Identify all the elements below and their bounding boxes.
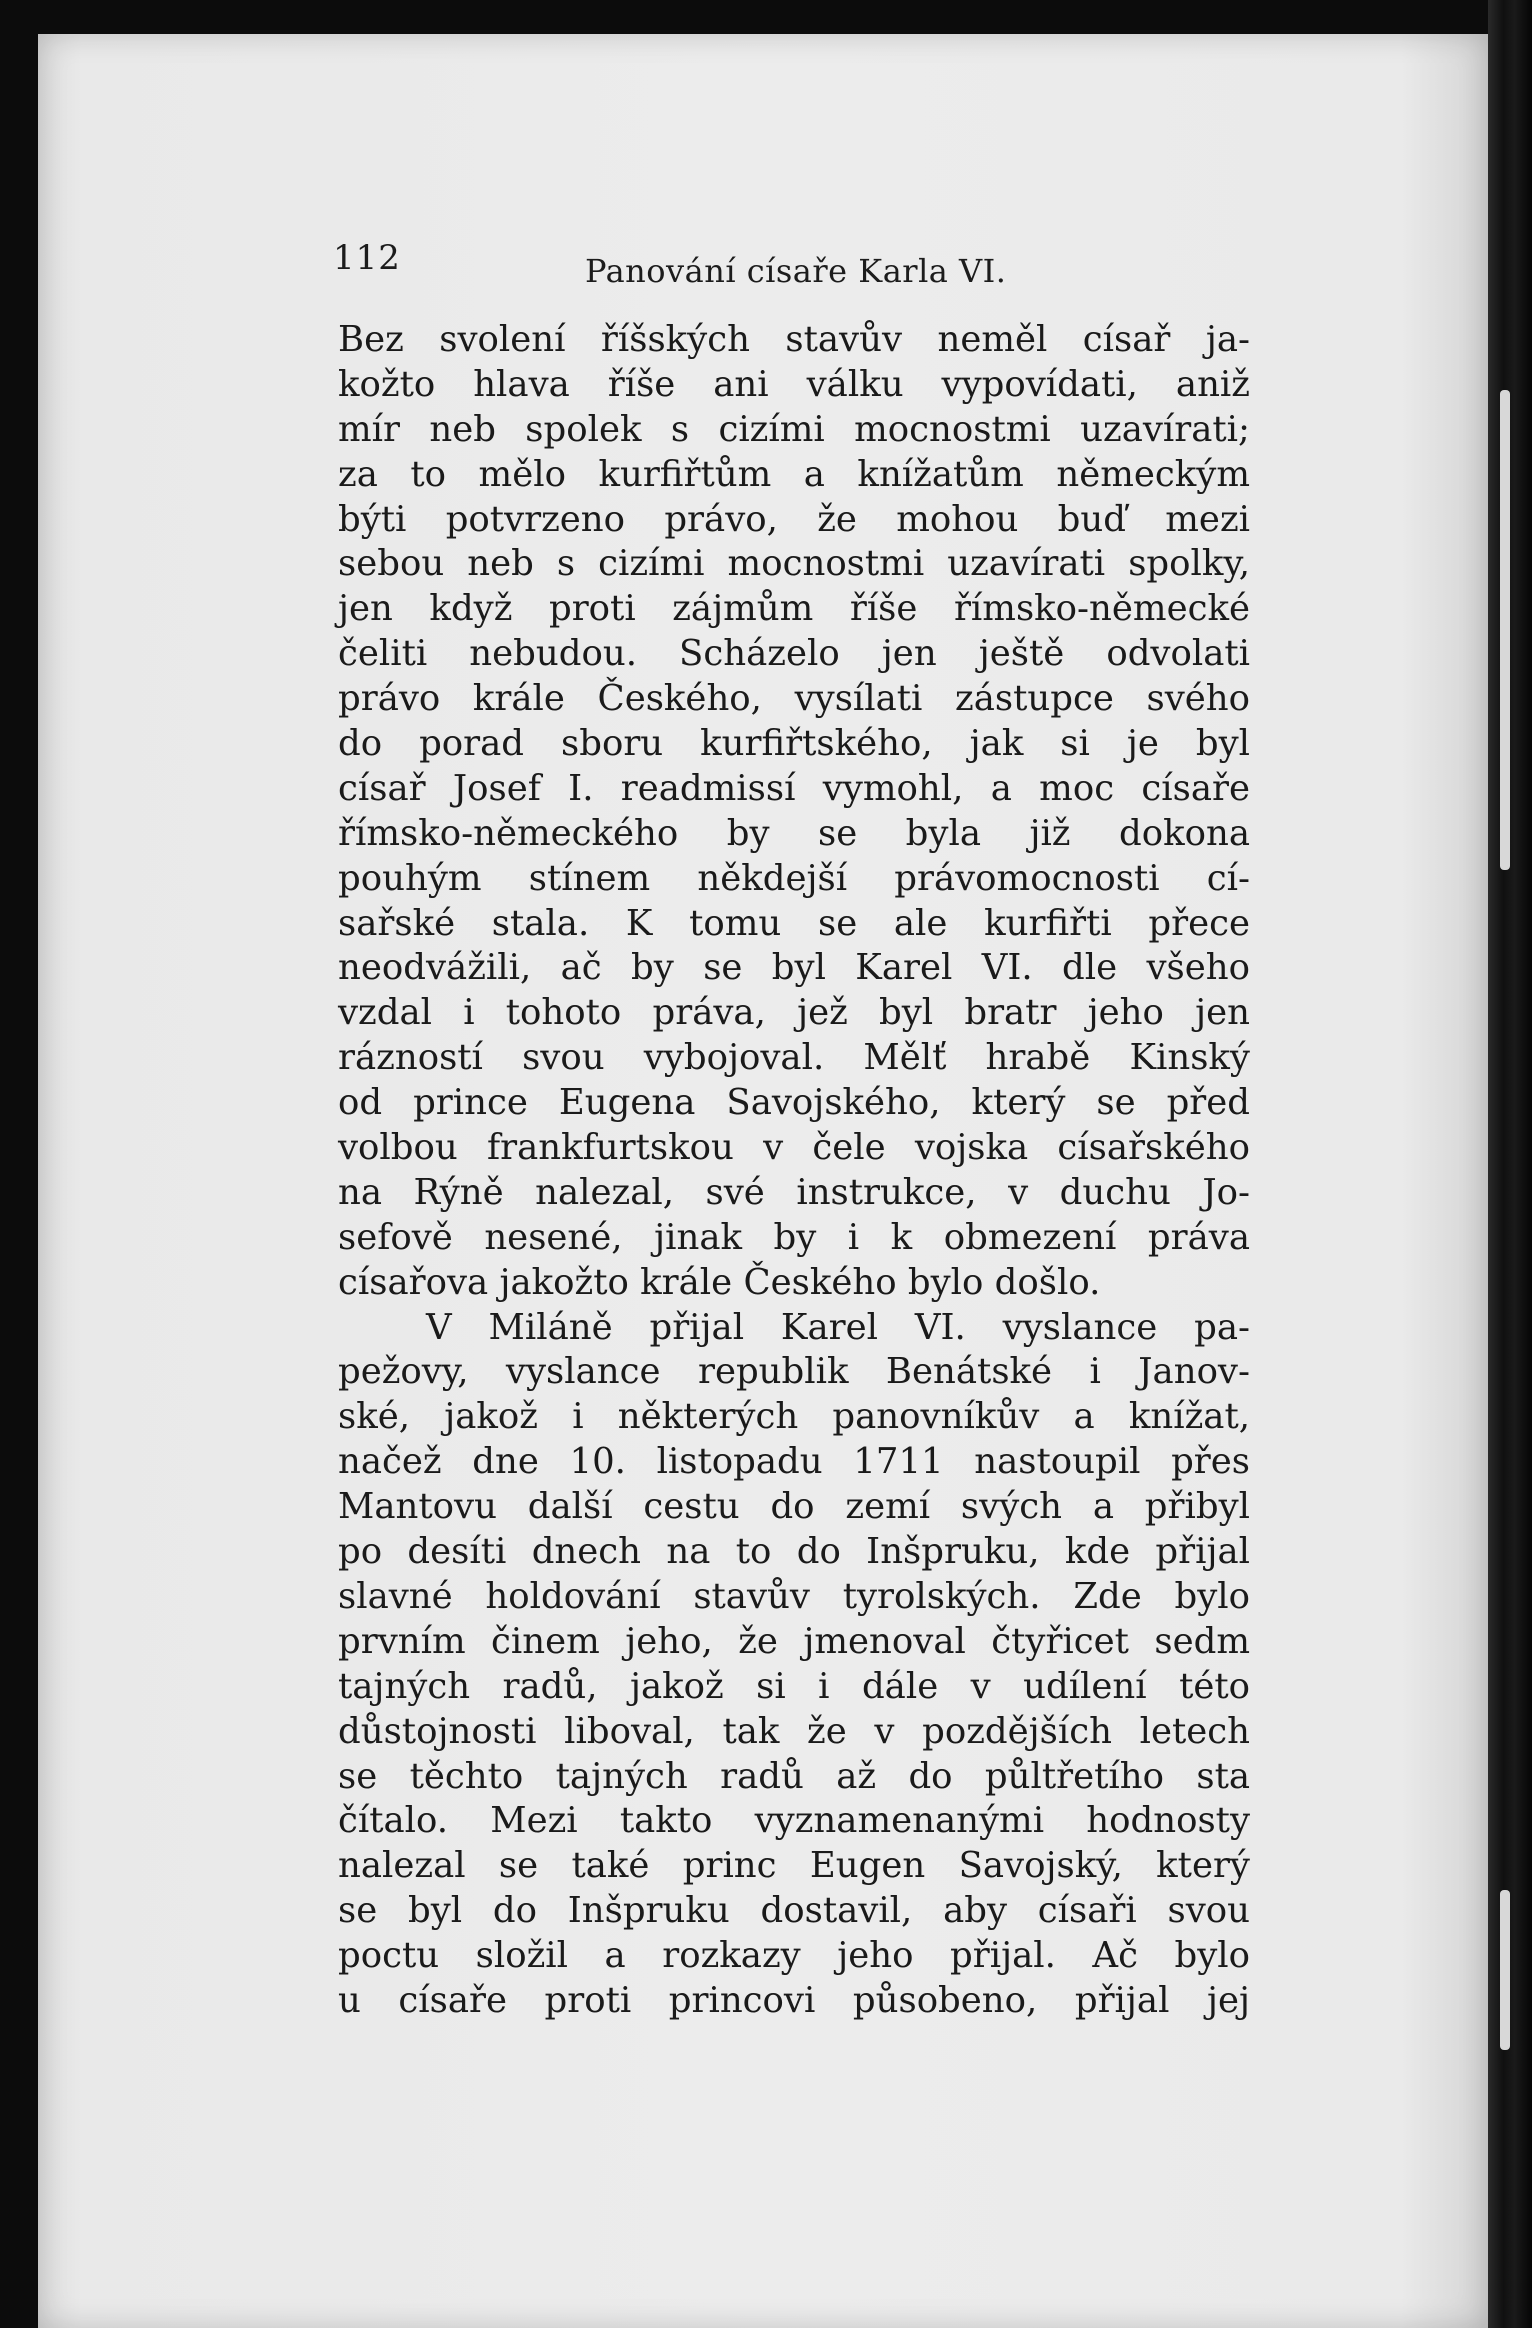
text-line: Bez svolení říšských stavův neměl císař ja- [338,319,1250,360]
body-text [338,318,1250,2024]
text-line: pežovy, vyslance republik Benátské i Janov- [338,1351,1250,1393]
text-line: čítalo. Mezi takto vyznamenanými hodnosty [338,1800,1250,1842]
text-line: vzdal i tohoto práva, jež byl bratr jeho jen [338,992,1250,1034]
text-line: pouhým stínem někdejší právomocnosti cí- [338,857,1250,899]
text-line: Mantovu další cestu do zemí svých a přibyl [338,1486,1250,1528]
text-line: býti potvrzeno právo, že mohou buď mezi [338,498,1250,540]
text-line: načež dne 10. listopadu 1711 nastoupil přes [338,1441,1250,1483]
text-line: volbou frankfurtskou v čele vojska císařského [338,1127,1250,1169]
text-line: císař Josef I. readmissí vymohl, a moc císaře [338,767,1250,809]
text-line: se byl do Inšpruku dostavil, aby císaři svou [338,1890,1250,1932]
paragraph-first-line: V Miláně přijal Karel VI. vyslance pa- [426,1306,1250,1348]
running-title: Panování císaře Karla VI. [585,252,1007,290]
text-line: kožto hlava říše ani válku vypovídati, aniž [338,363,1250,405]
text-line: římsko-německého by se byla již dokona [338,812,1250,854]
text-line: jen když proti zájmům říše římsko-německé [338,588,1250,630]
text-line: slavné holdování stavův tyrolských. Zde bylo [338,1575,1250,1617]
text-line: právo krále Českého, vysílati zástupce svého [338,678,1250,720]
text-line: se těchto tajných radů až do půltřetího sta [338,1755,1250,1797]
scan-edge-highlight [1500,390,1510,870]
text-line: tajných radů, jakož si i dále v udílení této [338,1665,1250,1707]
page-header [333,238,1263,298]
text-line: poctu složil a rozkazy jeho přijal. Ač bylo [338,1935,1250,1977]
text-line: sebou neb s cizími mocnostmi uzavírati spolky, [338,543,1250,585]
scan-edge-highlight [1500,1890,1510,2050]
text-line: od prince Eugena Savojského, který se před [338,1082,1250,1124]
scan-edge [1488,0,1532,2328]
page-number: 112 [333,238,401,278]
text-line: do porad sboru kurfiřtského, jak si je byl [338,723,1250,765]
text-line: prvním činem jeho, že jmenoval čtyřicet sedm [338,1620,1250,1662]
text-line: za to mělo kurfiřtům a knížatům německým [338,453,1250,495]
text-line: neodvážili, ač by se byl Karel VI. dle všeho [338,947,1250,989]
text-line: ské, jakož i některých panovníkův a knížat, [338,1396,1250,1438]
text-line: mír neb spolek s cizími mocnostmi uzavírati; [338,408,1250,450]
text-line: u císaře proti princovi působeno, přijal jej [338,1979,1250,2021]
text-line: sařské stala. K tomu se ale kurfiřti přece [338,902,1250,944]
text-line: rázností svou vybojoval. Mělť hrabě Kinský [338,1037,1250,1079]
text-line: sefově nesené, jinak by i k obmezení práva [338,1216,1250,1258]
text-line: důstojnosti liboval, tak že v pozdějších letech [338,1710,1250,1752]
text-line: nalezal se také princ Eugen Savojský, který [338,1845,1250,1887]
text-line: císařova jakožto krále Českého bylo došlo. [338,1261,1101,1303]
text-line: na Rýně nalezal, své instrukce, v duchu Jo- [338,1171,1250,1213]
text-line: po desíti dnech na to do Inšpruku, kde přijal [338,1531,1250,1573]
text-line: čeliti nebudou. Scházelo jen ještě odvolati [338,633,1250,675]
